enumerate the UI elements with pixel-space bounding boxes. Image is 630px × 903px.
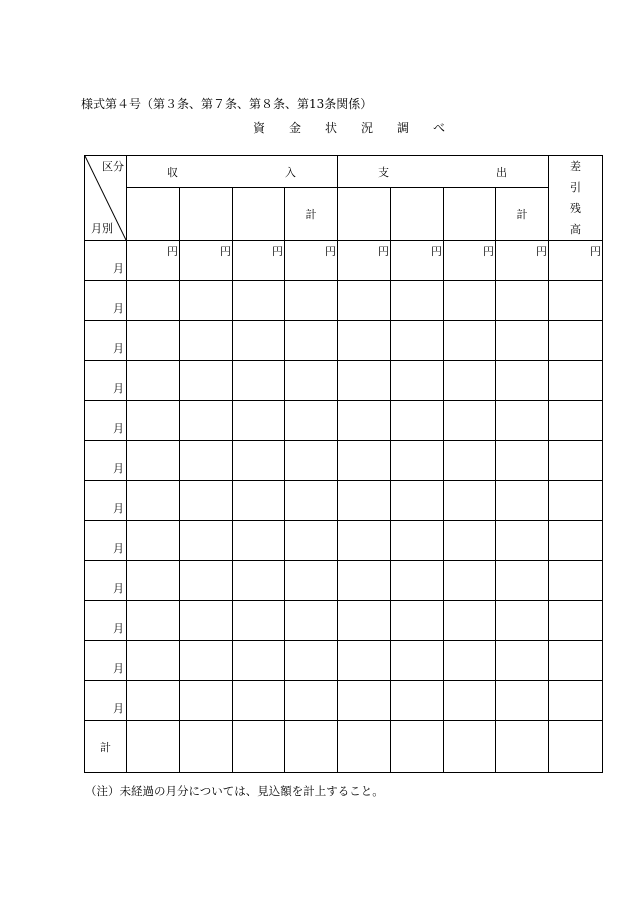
amount-cell[interactable] [180, 481, 233, 521]
amount-cell[interactable] [549, 441, 603, 481]
amount-cell[interactable] [338, 561, 391, 601]
amount-cell[interactable]: 円 [233, 241, 285, 281]
amount-cell[interactable] [391, 441, 444, 481]
total-amount-cell[interactable] [549, 721, 603, 773]
amount-cell[interactable] [338, 361, 391, 401]
amount-cell[interactable] [338, 641, 391, 681]
amount-cell[interactable] [444, 361, 496, 401]
expense-subtotal-header: 計 [496, 187, 549, 240]
amount-cell[interactable] [549, 481, 603, 521]
amount-cell[interactable] [127, 281, 180, 321]
amount-cell[interactable] [285, 361, 338, 401]
amount-cell[interactable] [180, 561, 233, 601]
amount-cell[interactable]: 円 [180, 241, 233, 281]
total-amount-cell[interactable] [127, 721, 180, 773]
amount-cell[interactable] [285, 561, 338, 601]
amount-cell[interactable] [549, 521, 603, 561]
month-cell: 月 [85, 361, 127, 401]
amount-cell[interactable] [391, 561, 444, 601]
expense-item-3 [444, 187, 496, 240]
amount-cell[interactable] [496, 441, 549, 481]
amount-cell[interactable] [338, 681, 391, 721]
month-row [85, 321, 603, 361]
amount-cell[interactable] [496, 521, 549, 561]
amount-cell[interactable] [444, 321, 496, 361]
amount-cell[interactable] [444, 441, 496, 481]
total-amount-cell[interactable] [233, 721, 285, 773]
amount-cell[interactable] [444, 281, 496, 321]
income-header [127, 156, 338, 188]
amount-cell[interactable] [233, 321, 285, 361]
amount-cell[interactable] [391, 321, 444, 361]
month-row [85, 601, 603, 641]
expense-char-1: 支 [378, 166, 389, 180]
month-cell: 月 [85, 481, 127, 521]
month-row [85, 481, 603, 521]
expense-char-2: 出 [496, 166, 507, 180]
form-number: 様式第４号（第３条、第７条、第８条、第13条関係） [81, 97, 373, 111]
amount-cell[interactable] [285, 281, 338, 321]
month-row [85, 561, 603, 601]
income-item-1 [127, 187, 180, 240]
amount-cell[interactable] [180, 441, 233, 481]
amount-cell[interactable] [127, 561, 180, 601]
amount-cell[interactable] [391, 361, 444, 401]
amount-cell[interactable] [444, 481, 496, 521]
amount-cell[interactable] [391, 481, 444, 521]
month-cell: 月 [85, 561, 127, 601]
amount-cell[interactable] [496, 281, 549, 321]
month-row [85, 441, 603, 481]
amount-cell[interactable]: 円 [127, 241, 180, 281]
month-row [85, 241, 603, 281]
corner-header-cell [85, 156, 127, 241]
amount-cell[interactable] [338, 441, 391, 481]
amount-cell[interactable] [391, 601, 444, 641]
amount-cell[interactable] [233, 361, 285, 401]
amount-cell[interactable] [549, 681, 603, 721]
month-cell: 月 [85, 641, 127, 681]
month-cell: 月 [85, 401, 127, 441]
amount-cell[interactable] [444, 641, 496, 681]
amount-cell[interactable] [496, 481, 549, 521]
amount-cell[interactable] [549, 361, 603, 401]
category-label: 区分 [102, 160, 124, 173]
amount-cell[interactable] [338, 281, 391, 321]
amount-cell[interactable] [127, 641, 180, 681]
amount-cell[interactable] [496, 361, 549, 401]
amount-cell[interactable] [496, 321, 549, 361]
amount-cell[interactable] [233, 401, 285, 441]
amount-cell[interactable] [233, 681, 285, 721]
amount-cell[interactable] [180, 401, 233, 441]
income-subtotal-header: 計 [285, 187, 338, 240]
amount-cell[interactable]: 円 [391, 241, 444, 281]
amount-cell[interactable]: 円 [549, 241, 603, 281]
amount-cell[interactable] [127, 321, 180, 361]
balance-char-2: 引 [570, 181, 581, 194]
amount-cell[interactable] [444, 521, 496, 561]
income-char-2: 入 [285, 166, 296, 180]
expense-header [338, 156, 549, 188]
total-label: 計 [85, 721, 127, 773]
month-cell: 月 [85, 441, 127, 481]
amount-cell[interactable] [338, 521, 391, 561]
amount-cell[interactable]: 円 [444, 241, 496, 281]
amount-cell[interactable] [496, 401, 549, 441]
footnote: （注）未経過の月分については、見込額を計上すること。 [85, 784, 384, 798]
funds-status-table [84, 155, 603, 773]
amount-cell[interactable] [496, 561, 549, 601]
amount-cell[interactable] [444, 681, 496, 721]
amount-cell[interactable] [233, 481, 285, 521]
amount-cell[interactable] [549, 321, 603, 361]
income-item-3 [233, 187, 285, 240]
amount-cell[interactable] [285, 401, 338, 441]
amount-cell[interactable] [233, 281, 285, 321]
amount-cell[interactable] [444, 401, 496, 441]
amount-cell[interactable] [338, 601, 391, 641]
amount-cell[interactable] [444, 561, 496, 601]
amount-cell[interactable] [496, 641, 549, 681]
amount-cell[interactable] [496, 601, 549, 641]
amount-cell[interactable]: 円 [338, 241, 391, 281]
amount-cell[interactable] [233, 601, 285, 641]
month-cell: 月 [85, 601, 127, 641]
month-cell: 月 [85, 681, 127, 721]
amount-cell[interactable] [391, 521, 444, 561]
amount-cell[interactable] [127, 681, 180, 721]
balance-char-1: 差 [570, 160, 581, 173]
month-row [85, 281, 603, 321]
month-cell: 月 [85, 321, 127, 361]
amount-cell[interactable] [127, 361, 180, 401]
amount-cell[interactable] [180, 281, 233, 321]
amount-cell[interactable] [180, 361, 233, 401]
total-amount-cell[interactable] [496, 721, 549, 773]
amount-cell[interactable] [549, 561, 603, 601]
total-amount-cell[interactable] [444, 721, 496, 773]
amount-cell[interactable] [391, 641, 444, 681]
month-cell: 月 [85, 281, 127, 321]
amount-cell[interactable] [127, 401, 180, 441]
amount-cell[interactable] [180, 641, 233, 681]
month-row [85, 361, 603, 401]
total-amount-cell[interactable] [180, 721, 233, 773]
amount-cell[interactable] [180, 601, 233, 641]
amount-cell[interactable] [127, 601, 180, 641]
month-cell: 月 [85, 521, 127, 561]
amount-cell[interactable] [391, 401, 444, 441]
amount-cell[interactable] [549, 641, 603, 681]
amount-cell[interactable] [285, 681, 338, 721]
amount-cell[interactable] [285, 321, 338, 361]
balance-char-4: 高 [570, 223, 581, 236]
amount-cell[interactable] [127, 481, 180, 521]
amount-cell[interactable] [549, 601, 603, 641]
amount-cell[interactable] [285, 601, 338, 641]
month-row [85, 681, 603, 721]
amount-cell[interactable] [338, 321, 391, 361]
amount-cell[interactable] [180, 681, 233, 721]
amount-cell[interactable]: 円 [285, 241, 338, 281]
amount-cell[interactable] [549, 281, 603, 321]
amount-cell[interactable]: 円 [496, 241, 549, 281]
total-row [85, 721, 603, 773]
amount-cell[interactable] [233, 521, 285, 561]
income-char-1: 収 [167, 166, 178, 180]
document-title: 資 金 状 況 調 べ [253, 121, 446, 135]
amount-cell[interactable] [233, 441, 285, 481]
month-row [85, 401, 603, 441]
total-amount-cell[interactable] [338, 721, 391, 773]
amount-cell[interactable] [127, 441, 180, 481]
total-amount-cell[interactable] [391, 721, 444, 773]
amount-cell[interactable] [233, 641, 285, 681]
amount-cell[interactable] [180, 321, 233, 361]
balance-header [549, 156, 603, 241]
month-row [85, 521, 603, 561]
amount-cell[interactable] [180, 521, 233, 561]
amount-cell[interactable] [127, 521, 180, 561]
total-amount-cell[interactable] [285, 721, 338, 773]
amount-cell[interactable] [285, 641, 338, 681]
amount-cell[interactable] [391, 681, 444, 721]
month-cell: 月 [85, 241, 127, 281]
expense-item-2 [391, 187, 444, 240]
amount-cell[interactable] [496, 681, 549, 721]
expense-item-1 [338, 187, 391, 240]
amount-cell[interactable] [338, 401, 391, 441]
amount-cell[interactable] [338, 481, 391, 521]
amount-cell[interactable] [285, 521, 338, 561]
income-item-2 [180, 187, 233, 240]
amount-cell[interactable] [444, 601, 496, 641]
amount-cell[interactable] [285, 481, 338, 521]
month-row [85, 641, 603, 681]
amount-cell[interactable] [285, 441, 338, 481]
amount-cell[interactable] [391, 281, 444, 321]
amount-cell[interactable] [233, 561, 285, 601]
amount-cell[interactable] [549, 401, 603, 441]
balance-char-3: 残 [570, 202, 581, 215]
month-label: 月別 [91, 222, 113, 235]
